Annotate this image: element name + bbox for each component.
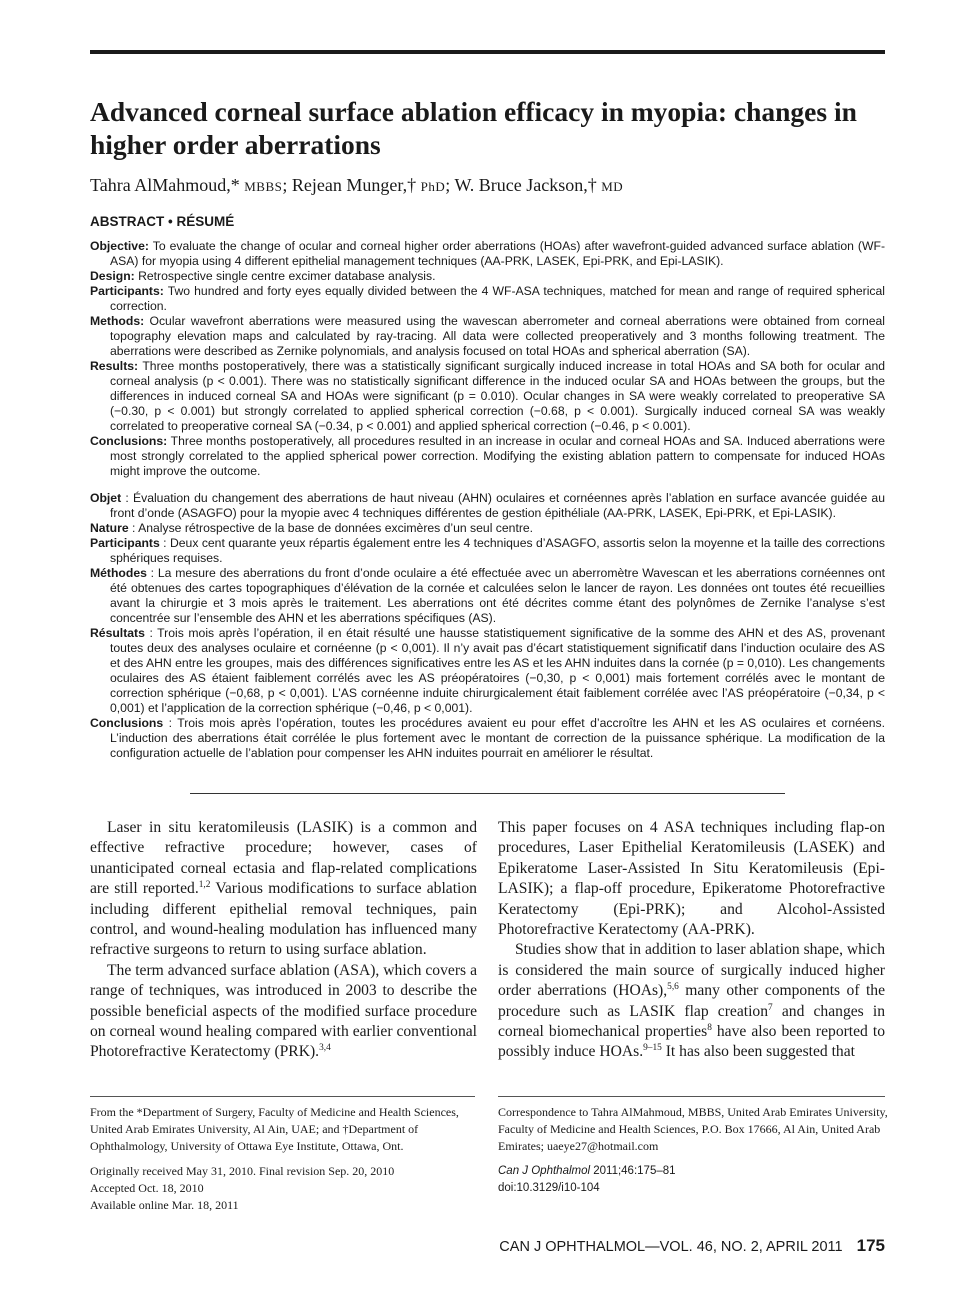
resume-label: Méthodes xyxy=(90,566,147,580)
author-2-degree: PhD xyxy=(420,179,446,194)
body-paragraph xyxy=(90,818,477,961)
article-title: Advanced corneal surface ablation efficacy in myopia: changes in higher order aberrations xyxy=(90,96,857,160)
abstract-section xyxy=(90,314,885,359)
affiliation-note: From the *Department of Surgery, Faculty of Medicine and Health Sciences, United Arab Emirates University, Al Ain, UAE; and †Department of Ophthalmology, University of Ottawa Eye Institute, Ottawa, Ont. xyxy=(90,1105,459,1153)
resume-label: Nature xyxy=(90,521,129,535)
accepted-date: Accepted Oct. 18, 2010 xyxy=(90,1181,204,1195)
reference-marker: 3,4 xyxy=(319,1043,331,1054)
abstract-english xyxy=(90,239,885,479)
body-paragraph xyxy=(498,818,885,940)
abstract-text: Retrospective single centre excimer database analysis. xyxy=(134,269,436,283)
abstract-section xyxy=(90,269,885,284)
resume-section xyxy=(90,626,885,716)
abstract-heading: ABSTRACT • RÉSUMÉ xyxy=(90,214,235,229)
resume-section xyxy=(90,566,885,626)
abstract-label: Design: xyxy=(90,269,135,283)
body-text: have also been reported to possibly induce HOAs. xyxy=(498,1023,885,1061)
abstract-section xyxy=(90,284,885,314)
top-rule xyxy=(90,50,885,54)
body-text: This paper focuses on 4 ASA techniques including flap-on procedures, Laser Epithelial Keratomileusis (LASEK) and Epikeratome Laser-Assisted In Situ Keratomileusis (Epi-LASIK); a flap-off procedure, Epikeratome Photorefractive Keratectomy (Epi-PRK); and Alcohol-Assisted Photorefractive Keratectomy (AA-PRK). xyxy=(498,819,885,939)
correspondence-note: Correspondence to Tahra AlMahmoud, MBBS, United Arab Emirates University, Faculty of Medicine and Health Sciences, P.O. Box 17666, Al Ain, United Arab Emirates; uaeye27@hotmail.com xyxy=(498,1105,888,1153)
reference-marker: 8 xyxy=(707,1022,712,1033)
doi-link[interactable]: doi:10.3129/i10-104 xyxy=(498,1182,600,1194)
body-column-left xyxy=(90,818,477,1063)
abstract-french xyxy=(90,491,885,761)
abstract-label: Conclusions: xyxy=(90,434,168,448)
author-1-name: Tahra AlMahmoud,* xyxy=(90,175,240,195)
resume-section xyxy=(90,521,885,536)
page-number: 175 xyxy=(856,1236,885,1255)
online-date: Available online Mar. 18, 2011 xyxy=(90,1198,239,1212)
author-3-name: W. Bruce Jackson,† xyxy=(454,175,597,195)
resume-text: : Trois mois après l’opération, toutes les procédures avaient eu pour effet d’accroître les AHN et les AS oculaires et cornéens. L’induction des aberrations était corrélée le plus fortement avec le montant de correction de la puissance sphérique. La modification de la configuration actuelle de l’ablation pour compenser les AHN induites pourrait en améliorer le résultat. xyxy=(110,716,885,760)
resume-text: : Trois mois après l’opération, il en était résulté une hausse statistiquement significative de la somme des AHN et des AS, provenant toutes deux des analyses oculaire et cornéenne (p < 0,001). Il n’y avait pas d’écart statistiquement significatif dans l’induction oculaire des AS et des AHN entre les groupes, mais des différences significatives entre les AS et les AHN induites dans la cornée (p = 0,010). Les changements oculaires des AS étaient faiblement corrélés avec les AS préopératoires (−0,30, p < 0,001) mais fortement corrélés avec le montant de correction sphérique (−0,68, p < 0,001). L’AS cornéenne induite chirurgicalement était faiblement corrélée avec l’AS préopératoire (−0,34, p < 0,001) et l’application de la correction sphérique (−0,46, p < 0,001). xyxy=(110,626,885,715)
resume-label: Résultats xyxy=(90,626,145,640)
abstract-text: Ocular wavefront aberrations were measured using the wavescan aberrometer and corneal aberrations were obtained from corneal topography elevation maps and calculated by ray-tracing. All data were collected preoperatively and 3 months following treatment. The aberrations were described as Zernike polynomials, and analysis focused on total HOAs and spherical aberration (SA). xyxy=(110,314,885,358)
body-paragraph xyxy=(498,940,885,1062)
body-text: Studies show that in addition to laser ablation shape, which is considered the main source of surgically induced higher order aberrations (HOAs), xyxy=(498,941,885,1000)
abstract-section xyxy=(90,359,885,434)
reference-marker: 9–15 xyxy=(643,1043,662,1054)
footnote-rule-left xyxy=(90,1096,475,1097)
author-2-name: Rejean Munger,† xyxy=(291,175,417,195)
body-text: Various modifications to surface ablation including different epithelial removal techniques, pain control, and wound-healing modulation has influenced many refractive surgeons to return to using surface ablation. xyxy=(90,880,477,959)
resume-text: : La mesure des aberrations du front d’onde oculaire a été effectuée avec un aberromètre Wavescan et les aberrations cornéennes ont été obtenues des cartes topographiques d’élévation de la cornée et calculées selon le lancer de rayon. Les données ont toutes été recueillies avant la chirurgie et 3 mois après le traitement. Les aberrations ont été décrites comme étant des polynômes de Zernike l’analyse s’est concentrée sur l’ensemble des AHN et les aberrations spécifiques (AS). xyxy=(110,566,885,625)
body-text: It has also been suggested that xyxy=(661,1043,855,1061)
body-text: and changes in corneal biomechanical properties xyxy=(498,1002,886,1041)
reference-marker: 7 xyxy=(768,1002,773,1013)
resume-text: : Évaluation du changement des aberrations de haut niveau (AHN) oculaires et cornéennes après l’ablation en surface avancée guidée au front d’onde (ASAGFO) pour la myopie avec 4 techniques différentes de gestion épithéliale (AA-PRK, LASEK, Epi-PRK, et Epi-LASIK). xyxy=(110,491,885,520)
footnote-rule-right xyxy=(498,1096,885,1097)
abstract-label: Results: xyxy=(90,359,139,373)
resume-label: Participants xyxy=(90,536,160,550)
journal-name: Can J Ophthalmol xyxy=(498,1165,591,1177)
reference-marker: 5,6 xyxy=(667,982,679,993)
author-3-degree: MD xyxy=(601,179,624,194)
body-text: Laser in situ keratomileusis (LASIK) is a common and effective refractive procedure; however, cases of unanticipated corneal ectasia and flap-related complications are still reported. xyxy=(90,819,477,898)
resume-text: : Analyse rétrospective de la base de données excimères d’un seul centre. xyxy=(128,521,534,535)
body-column-right xyxy=(498,818,885,1063)
abstract-section xyxy=(90,239,885,269)
abstract-text: Two hundred and forty eyes equally divided between the 4 WF-ASA techniques, matched for mean and range of required spherical correction. xyxy=(110,284,885,313)
reference-marker: 1,2 xyxy=(198,880,211,891)
resume-label: Conclusions xyxy=(90,716,164,730)
citation-line xyxy=(498,1163,888,1180)
body-paragraph xyxy=(90,961,477,1063)
abstract-section xyxy=(90,434,885,479)
abstract-text: Three months postoperatively, all procedures resulted in an increase in ocular and corneal HOAs and SA. Induced aberrations were most strongly correlated to the applied spherical power correction. Modifying the existing ablation pattern to compensate for induced HOAs might improve the outcome. xyxy=(110,434,885,478)
resume-text: : Deux cent quarante yeux répartis également entre les 4 techniques d’ASAGFO, assortis selon la moyenne et la taille des corrections sphériques requises. xyxy=(110,536,885,565)
resume-section xyxy=(90,491,885,521)
abstract-text: Three months postoperatively, there was a statistically significant surgically induced increase in total HOAs and SA both for ocular and corneal analysis (p < 0.001). There was no statistically significant difference in the induced ocular SA and HOAs between the groups, but the differences in induced corneal SA and HOAs were significant (p = 0.010). Ocular changes in SA were weakly correlated to preoperative SA (−0.30, p < 0.001) but strongly correlated to applied spherical correction (−0.68, p < 0.001). Surgically induced corneal SA was weakly correlated to preoperative corneal SA (−0.34, p < 0.001) and applied spherical correction (−0.46, p < 0.001). xyxy=(110,359,885,433)
received-date: Originally received May 31, 2010. Final revision Sep. 20, 2010 xyxy=(90,1164,395,1178)
body-text: many other components of the procedure such as LASIK flap creation xyxy=(498,982,885,1020)
resume-section xyxy=(90,536,885,566)
abstract-label: Methods: xyxy=(90,314,145,328)
body-text: The term advanced surface ablation (ASA), which covers a range of techniques, was introduced in 2003 to describe the possible beneficial aspects of the modified surface procedure on corneal wound healing compared with earlier conventional Photorefractive Keratectomy (PRK). xyxy=(90,961,477,1061)
journal-issue: CAN J OPHTHALMOL—VOL. 46, NO. 2, APRIL 2011 xyxy=(499,1239,843,1255)
resume-section xyxy=(90,716,885,761)
citation-volume: 2011;46:175–81 xyxy=(590,1165,676,1177)
footnotes-left xyxy=(90,1104,485,1214)
abstract-label: Objective: xyxy=(90,239,149,253)
section-divider xyxy=(190,793,785,794)
author-1-degree: MBBS xyxy=(244,179,283,194)
resume-label: Objet xyxy=(90,491,122,505)
running-footer xyxy=(499,1236,885,1256)
footnotes-right xyxy=(498,1104,888,1197)
author-line: Tahra AlMahmoud,* MBBS; Rejean Munger,† PhD; W. Bruce Jackson,† MD xyxy=(90,175,624,195)
abstract-label: Participants: xyxy=(90,284,164,298)
abstract-text: To evaluate the change of ocular and corneal higher order aberrations (HOAs) after wavefront-guided advanced surface ablation (WF-ASA) for myopia using 4 different epithelial management techniques (AA-PRK, LASEK, Epi-PRK, and Epi-LASIK). xyxy=(110,239,885,268)
